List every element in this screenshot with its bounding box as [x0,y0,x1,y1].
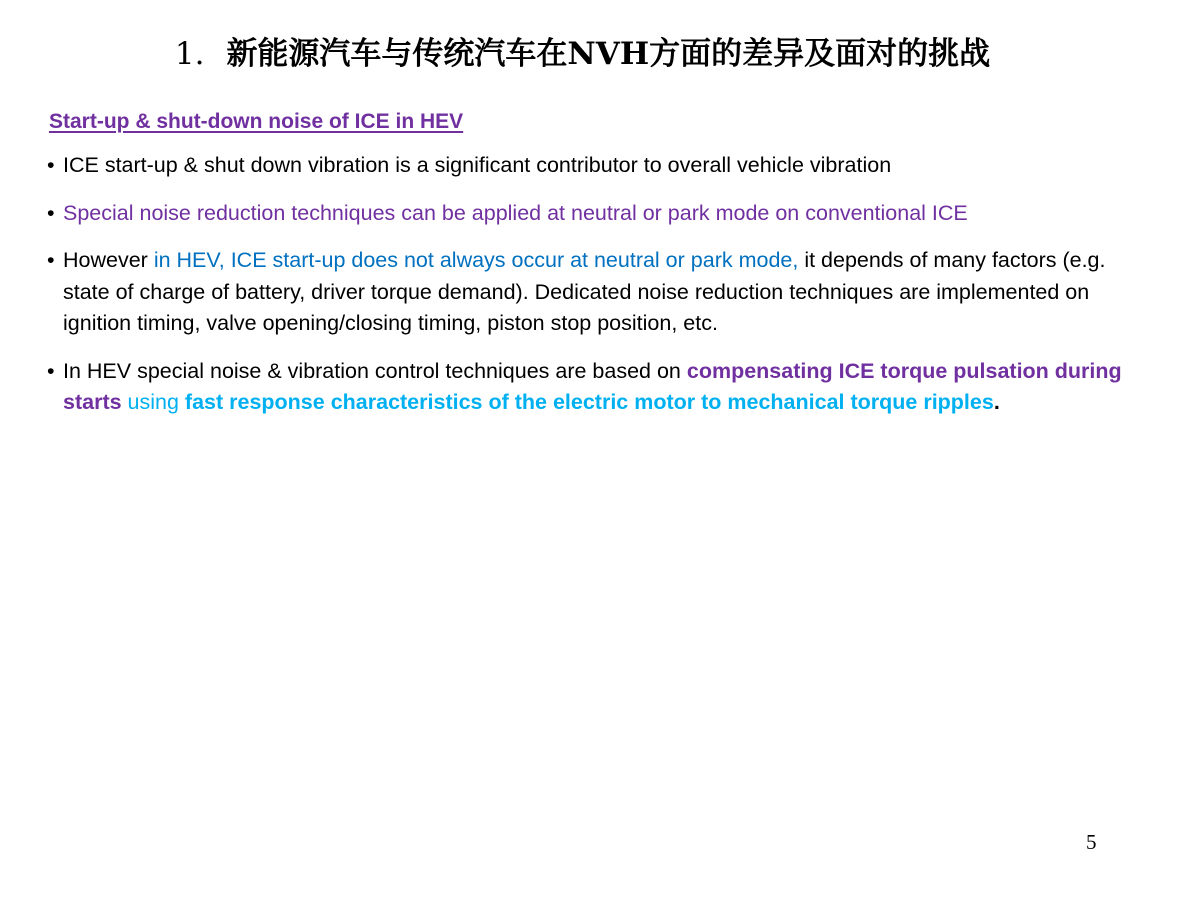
slide-title [0,28,1165,73]
bullet-text-segment: it depends of many factors (e.g. state of charge of battery, driver torque demand). Dedicated noise reduction techniques are implemented on ignition timing, valve opening/closing timing, piston stop position, etc. [63,248,1106,335]
bullet-text-highlight: in HEV, ICE start-up does not always occur at neutral or park mode, [153,248,799,272]
section-subheading: Start-up & shut-down noise of ICE in HEV [49,110,464,133]
slide-title-text: 新能源汽车与传统汽车在NVH方面的差异及面对的挑战 [226,36,991,72]
bullet-text-emphasis: fast response characteristics of the electric motor to mechanical torque ripples [184,390,994,414]
page-number: 5 [1086,830,1097,854]
bullet-item [47,356,1157,419]
bullet-item [47,245,1157,340]
bullet-text: Special noise reduction techniques can be applied at neutral or park mode on conventional ICE [63,200,968,225]
bullet-item [47,198,1157,230]
slide-title-number: 1. [174,36,205,72]
bullet-text-segment: However [63,248,154,272]
bullet-item [47,150,1157,182]
bullet-marker: • [47,153,55,177]
bullet-marker: • [47,200,55,225]
bullet-marker: • [47,358,55,383]
bullet-text-segment: using [121,390,185,414]
bullet-marker: • [47,248,55,272]
bullet-text-emphasis: compensating ICE torque pulsation during starts [63,358,1122,414]
bullet-text-segment: In HEV special noise & vibration control techniques are based on [63,358,687,383]
bullet-text: ICE start-up & shut down vibration is a significant contributor to overall vehicle vibration [63,153,892,177]
bullet-list [47,150,1157,435]
bullet-text-period: . [993,390,1000,414]
